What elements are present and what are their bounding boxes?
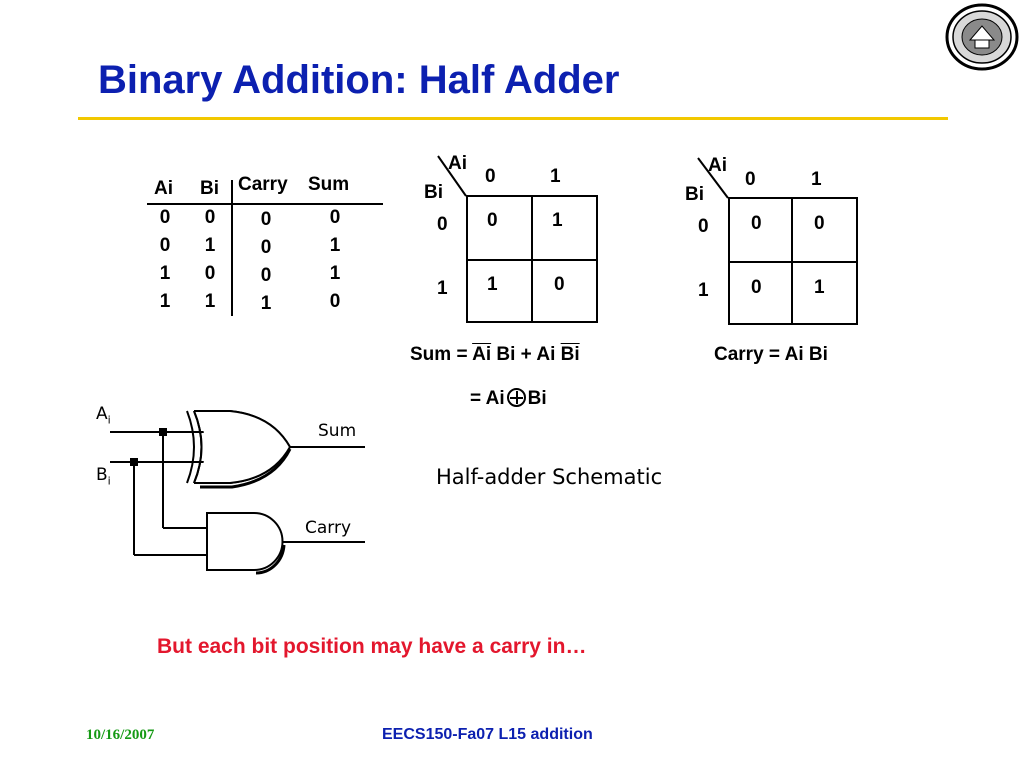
carry-in-note: But each bit position may have a carry in…	[157, 635, 587, 658]
tt-cell: 0	[159, 207, 171, 228]
input-a-subscript: i	[107, 413, 111, 427]
kmap-sum-cell: 0	[554, 274, 565, 295]
tt-cell: 0	[260, 209, 272, 230]
kmap-sum-cell: 1	[552, 210, 563, 231]
tt-cell: 0	[159, 235, 171, 256]
tt-cell: 1	[204, 235, 216, 256]
xor-equation	[470, 388, 547, 410]
sum-eq-term-bi-bar: $\overline{Bi}$	[560, 344, 580, 365]
tt-cell: 0	[329, 207, 341, 228]
tt-cell: 1	[329, 235, 341, 256]
kmap-carry-grid	[688, 150, 868, 330]
schematic-caption: Half-adder Schematic	[436, 465, 663, 489]
sum-equation	[410, 344, 580, 366]
kmap-carry-col-label: 1	[811, 169, 822, 190]
input-b-label: B	[96, 465, 108, 485]
footer-date: 10/16/2007	[86, 727, 155, 743]
xor-eq-prefix: = Ai	[470, 388, 505, 409]
tt-header-carry: Carry	[238, 174, 288, 195]
tt-header-rule	[147, 203, 383, 205]
university-seal-logo	[944, 2, 1020, 72]
tt-column-rule	[231, 180, 233, 316]
sum-eq-term-ai-bar: $\overline{Ai}$	[472, 344, 492, 365]
title-divider	[78, 117, 948, 120]
kmap-carry-row-var: Bi	[685, 184, 704, 205]
schematic-output-carry: Carry	[305, 518, 352, 538]
slide-title: Binary Addition: Half Adder	[98, 58, 620, 102]
kmap-sum-row-var: Bi	[424, 182, 443, 203]
xor-operator-icon	[507, 388, 526, 407]
kmap-sum-row-label: 1	[437, 278, 448, 299]
tt-header-sum: Sum	[308, 174, 350, 195]
schematic-input-b	[96, 465, 111, 487]
schematic-output-sum: Sum	[318, 421, 357, 441]
kmap-sum-grid	[430, 150, 610, 330]
xor-eq-suffix: Bi	[527, 388, 547, 409]
tt-header-ai: Ai	[154, 178, 173, 199]
kmap-sum-col-label: 1	[550, 166, 561, 187]
kmap-sum-row-label: 0	[437, 214, 448, 235]
tt-cell: 1	[204, 291, 216, 312]
kmap-sum-cell: 1	[487, 274, 498, 295]
kmap-carry-cell: 0	[751, 277, 762, 298]
tt-header-bi: Bi	[200, 178, 219, 199]
kmap-carry-col-label: 0	[745, 169, 756, 190]
tt-cell: 0	[260, 237, 272, 258]
footer-course: EECS150-Fa07 L15 addition	[382, 726, 593, 743]
tt-cell: 1	[329, 263, 341, 284]
tt-cell: 0	[204, 263, 216, 284]
input-a-label: A	[96, 404, 108, 424]
kmap-carry-row-label: 1	[698, 280, 709, 301]
tt-cell: 0	[204, 207, 216, 228]
kmap-sum-cell: 0	[487, 210, 498, 231]
kmap-carry-cell: 0	[814, 213, 825, 234]
kmap-sum-col-var: Ai	[448, 153, 467, 174]
kmap-carry-col-var: Ai	[708, 155, 727, 176]
tt-cell: 0	[260, 265, 272, 286]
input-b-subscript: i	[107, 474, 111, 488]
tt-cell: 1	[159, 291, 171, 312]
tt-cell: 1	[260, 293, 272, 314]
kmap-carry-cell: 1	[814, 277, 825, 298]
kmap-carry-row-label: 0	[698, 216, 709, 237]
tt-cell: 1	[159, 263, 171, 284]
carry-equation: Carry = Ai Bi	[714, 344, 828, 365]
tt-cell: 0	[329, 291, 341, 312]
sum-eq-prefix: Sum =	[410, 344, 473, 365]
kmap-carry-cell: 0	[751, 213, 762, 234]
kmap-sum-col-label: 0	[485, 166, 496, 187]
schematic-input-a	[96, 404, 111, 426]
sum-eq-term-middle: Bi + Ai	[491, 344, 561, 365]
